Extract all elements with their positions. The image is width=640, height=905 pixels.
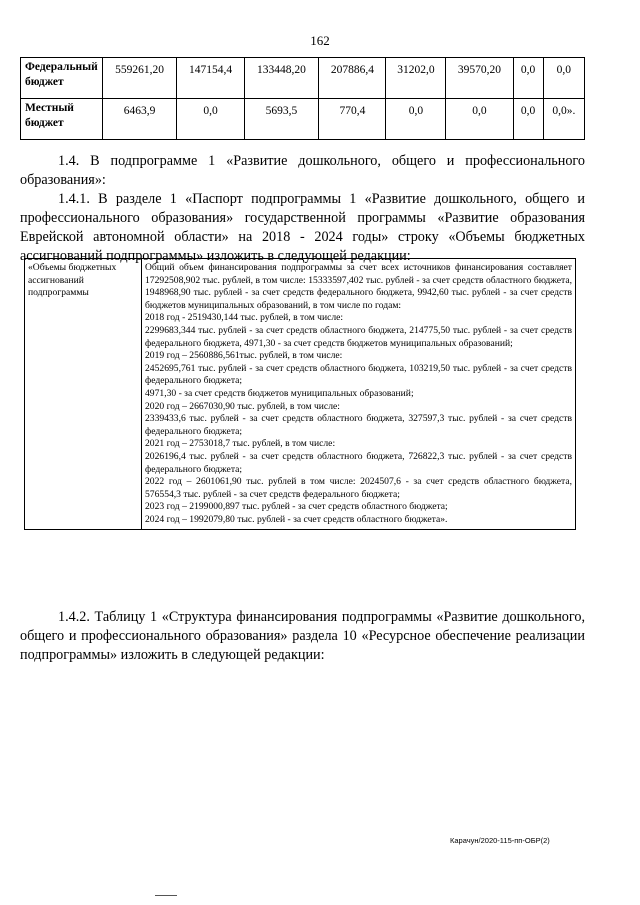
table-cell: 770,4 [319,99,386,140]
passport-line: 2022 год – 2601061,90 тыс. рублей в том числе: 2024507,6 - за счет средств областного бюджета, 576554,3 тыс. рублей - за счет средств федерального бюджета; [145,476,572,500]
passport-line: 2452695,761 тыс. рублей - за счет средств областного бюджета, 103219,50 тыс. рублей - за счет средств федерального бюджета; [145,362,572,387]
table-cell: 0,0 [513,58,543,99]
passport-line: Общий объем финансирования подпрограммы за счет всех источников финансирования составляет 17292508,902 тыс. рублей, в том числе: 15333597,402 тыс. рублей - за счет средств областного бюджета, 1948968,90 тыс. рублей - за счет средств федерального бюджета, 9942,60 тыс. рублей - за счет средств бюджетов муниципальных образований, в том числе по годам: [145,262,572,311]
table-row [25,259,576,530]
passport-line: 2019 год – 2560886,561тыс. рублей, в том числе: [145,350,343,362]
passport-line: 2023 год – 2199000,897 тыс. рублей - за счет средств областного бюджета; [145,501,448,513]
paragraph-1-4: 1.4. В подпрограмме 1 «Развитие дошкольного, общего и профессионального образования»: [20,153,585,188]
passport-row-content [142,259,576,530]
table-row [21,99,585,140]
passport-line: 2339433,6 тыс. рублей - за счет средств областного бюджета, 327597,3 тыс. рублей - за счет средств федерального бюджета; [145,413,572,437]
table-cell: 5693,5 [244,99,319,140]
table-cell: 31202,0 [386,58,446,99]
passport-row-label: «Объемы бюджетных ассигнований подпрограммы [25,259,142,530]
scan-mark [155,895,177,896]
passport-line: 4971,30 - за счет средств бюджетов муниципальных образований; [145,387,414,399]
table-cell: 0,0 [386,99,446,140]
table-cell: 207886,4 [319,58,386,99]
paragraph-1-4-1: 1.4.1. В разделе 1 «Паспорт подпрограммы 1 «Развитие дошкольного, общего и профессионального образования» государственной программы «Развитие образования Еврейской автономной области» на 2018 - 2024 годы» строку «Объемы бюджетных ассигнований подпрограммы» изложить в следующей редакции: [20,191,585,264]
table-row [21,58,585,99]
page-number: 162 [310,33,330,48]
passport-line: 2024 год – 1992079,80 тыс. рублей - за счет средств областного бюджета». [145,513,448,525]
financing-table [20,57,585,140]
table-cell: 0,0 [513,99,543,140]
table-cell: 0,0 [446,99,513,140]
row-label: Местный бюджет [21,99,103,140]
passport-line: 2299683,344 тыс. рублей - за счет средств областного бюджета, 214775,50 тыс. рублей - за счет средств федерального бюджета, 4971,30 - за счет средств бюджетов муниципальных образований; [145,324,572,349]
passport-line: 2020 год – 2667030,90 тыс. рублей, в том числе: [145,400,340,412]
passport-line: 2018 год - 2519430,144 тыс. рублей, в том числе: [145,312,344,324]
document-code: Карачун/2020-115-пп-ОБР(2) [450,836,550,845]
table-cell: 0,0 [177,99,244,140]
table-cell: 133448,20 [244,58,319,99]
table-cell: 147154,4 [177,58,244,99]
passport-table [24,258,576,530]
table-cell: 559261,20 [102,58,177,99]
table-cell: 0,0 [543,58,584,99]
row-label: Федеральный бюджет [21,58,103,99]
passport-line: 2021 год – 2753018,7 тыс. рублей, в том числе: [145,438,336,450]
table-cell: 39570,20 [446,58,513,99]
table-cell: 0,0». [543,99,584,140]
table-cell: 6463,9 [102,99,177,140]
passport-line: 2026196,4 тыс. рублей - за счет средств областного бюджета, 726822,3 тыс. рублей - за счет средств федерального бюджета; [145,450,572,475]
paragraph-1-4-2: 1.4.2. Таблицу 1 «Структура финансирования подпрограммы «Развитие дошкольного, общего и профессионального образования» раздела 10 «Ресурсное обеспечение реализации подпрограммы» изложить в следующей редакции: [20,609,585,663]
